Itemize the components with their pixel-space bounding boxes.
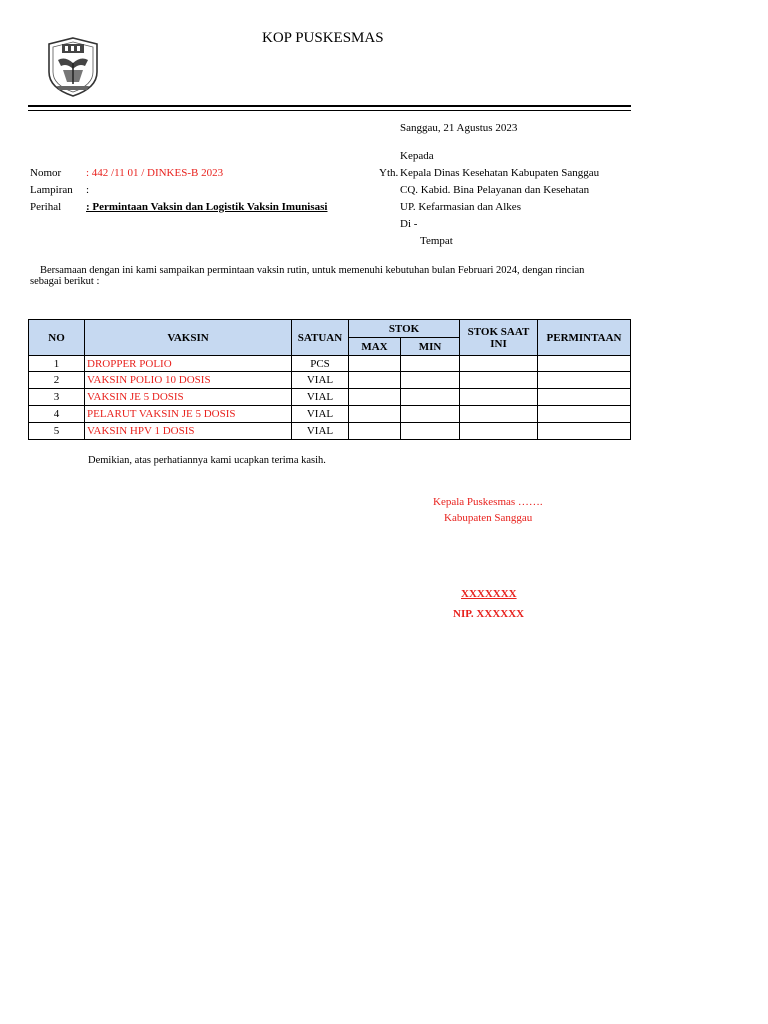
cell-vaksin: VAKSIN POLIO 10 DOSIS: [85, 372, 292, 389]
col-header-stok-saat-ini: STOK SAAT INI: [460, 320, 538, 356]
table-row: [29, 406, 631, 423]
col-header-vaksin: VAKSIN: [85, 320, 292, 356]
cell-min[interactable]: [401, 372, 460, 389]
cell-permintaan[interactable]: [538, 406, 631, 423]
cell-no: 3: [29, 389, 85, 406]
cell-vaksin: DROPPER POLIO: [85, 356, 292, 372]
yth-label: Yth.: [379, 167, 399, 179]
col-header-permintaan: PERMINTAAN: [538, 320, 631, 356]
cell-no: 1: [29, 356, 85, 372]
nomor-value: : 442 /11 01 / DINKES-B 2023: [86, 167, 224, 179]
cell-satuan: PCS: [292, 356, 349, 372]
recipient-line: Di -: [400, 218, 418, 230]
closing-sentence: Demikian, atas perhatiannya kami ucapkan terima kasih.: [88, 455, 326, 466]
perihal-label: Perihal: [30, 201, 62, 213]
place-date: Sanggau, 21 Agustus 2023: [400, 122, 518, 134]
intro-paragraph-line: sebagai berikut :: [30, 276, 100, 287]
cell-stok-saat-ini[interactable]: [460, 356, 538, 372]
cell-min[interactable]: [401, 389, 460, 406]
cell-max[interactable]: [349, 423, 401, 440]
perihal-value: : Permintaan Vaksin dan Logistik Vaksin Imunisasi: [86, 201, 328, 213]
table-row: [29, 389, 631, 406]
cell-satuan: VIAL: [292, 406, 349, 423]
cell-no: 5: [29, 423, 85, 440]
table-row: [29, 356, 631, 372]
cell-stok-saat-ini[interactable]: [460, 423, 538, 440]
col-header-satuan: SATUAN: [292, 320, 349, 356]
signature-nip: NIP. XXXXXX: [453, 608, 525, 620]
lampiran-label: Lampiran: [30, 184, 73, 196]
vaccine-request-table: [28, 319, 631, 440]
cell-permintaan[interactable]: [538, 372, 631, 389]
emblem-logo-icon: [45, 36, 101, 98]
cell-vaksin: PELARUT VAKSIN JE 5 DOSIS: [85, 406, 292, 423]
cell-satuan: VIAL: [292, 423, 349, 440]
cell-max[interactable]: [349, 389, 401, 406]
letterhead-title: KOP PUSKESMAS: [262, 30, 384, 46]
cell-satuan: VIAL: [292, 389, 349, 406]
col-header-max: MAX: [349, 338, 401, 356]
signature-title: Kepala Puskesmas …….: [433, 496, 543, 508]
cell-no: 2: [29, 372, 85, 389]
cell-min[interactable]: [401, 423, 460, 440]
cell-permintaan[interactable]: [538, 389, 631, 406]
col-header-stok: STOK: [349, 320, 460, 338]
cell-stok-saat-ini[interactable]: [460, 389, 538, 406]
recipient-line: CQ. Kabid. Bina Pelayanan dan Kesehatan: [400, 184, 590, 196]
signature-name: XXXXXXX: [461, 588, 517, 600]
recipient-line: UP. Kefarmasian dan Alkes: [400, 201, 521, 213]
cell-min[interactable]: [401, 406, 460, 423]
cell-permintaan[interactable]: [538, 423, 631, 440]
intro-paragraph-line: Bersamaan dengan ini kami sampaikan permintaan vaksin rutin, untuk memenuhi kebutuhan bulan Februari 2024, dengan rincian: [40, 265, 585, 276]
cell-max[interactable]: [349, 406, 401, 423]
kepada-label: Kepada: [400, 150, 434, 162]
cell-max[interactable]: [349, 372, 401, 389]
nomor-label: Nomor: [30, 167, 62, 179]
col-header-no: NO: [29, 320, 85, 356]
header-rule-thin: [28, 110, 631, 111]
cell-min[interactable]: [401, 356, 460, 372]
cell-vaksin: VAKSIN HPV 1 DOSIS: [85, 423, 292, 440]
lampiran-value: :: [86, 184, 90, 196]
cell-stok-saat-ini[interactable]: [460, 406, 538, 423]
signature-region: Kabupaten Sanggau: [444, 512, 533, 524]
col-header-min: MIN: [401, 338, 460, 356]
cell-no: 4: [29, 406, 85, 423]
cell-permintaan[interactable]: [538, 356, 631, 372]
cell-satuan: VIAL: [292, 372, 349, 389]
recipient-line: Kepala Dinas Kesehatan Kabupaten Sanggau: [400, 167, 600, 179]
cell-stok-saat-ini[interactable]: [460, 372, 538, 389]
table-row: [29, 423, 631, 440]
cell-vaksin: VAKSIN JE 5 DOSIS: [85, 389, 292, 406]
table-row: [29, 372, 631, 389]
header-rule-thick: [28, 105, 631, 107]
recipient-line: Tempat: [420, 235, 453, 247]
cell-max[interactable]: [349, 356, 401, 372]
